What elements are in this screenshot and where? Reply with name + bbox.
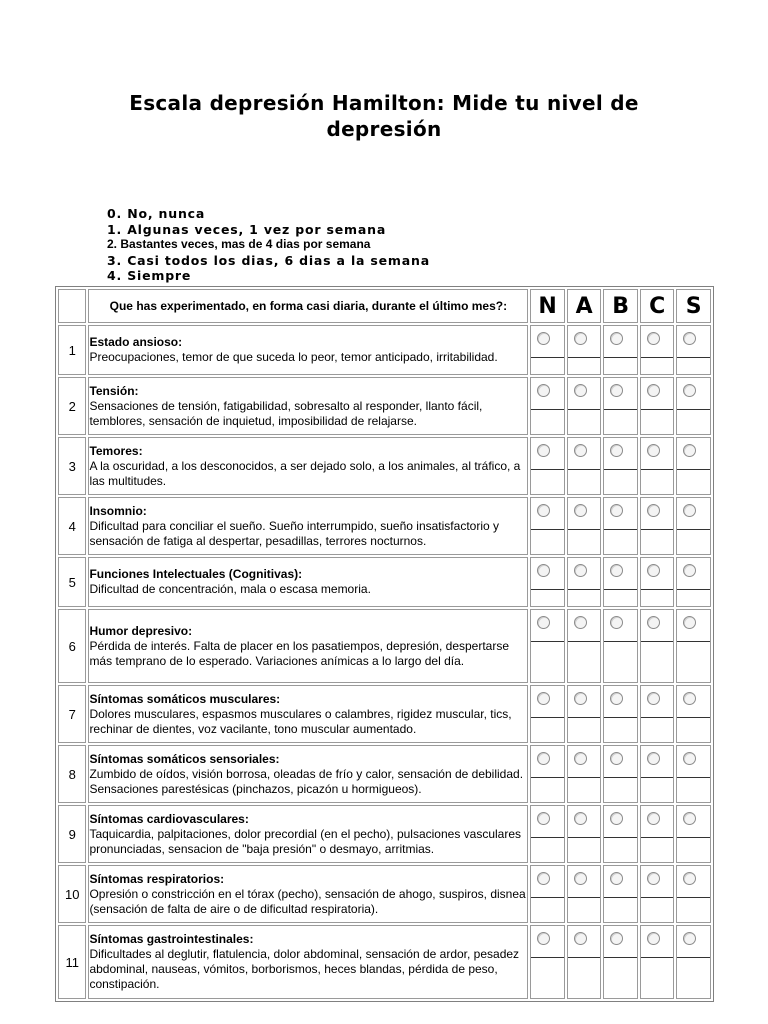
option-cell-b [603, 805, 638, 863]
radio-option-a[interactable] [574, 332, 587, 345]
option-cell-n [530, 609, 565, 683]
option-cell-c [640, 805, 675, 863]
column-header-a: A [567, 289, 602, 323]
cell-divider-line [677, 529, 710, 530]
row-number: 4 [58, 497, 86, 555]
legend-item-0: 0. No, nunca [107, 206, 206, 221]
symptom-title: Síntomas somáticos sensoriales: [89, 751, 280, 766]
radio-option-s[interactable] [683, 692, 696, 705]
option-cell-a [567, 745, 602, 803]
cell-divider-line [604, 469, 637, 470]
header-row [58, 289, 711, 323]
cell-divider-line [677, 897, 710, 898]
radio-option-a[interactable] [574, 384, 587, 397]
radio-option-a[interactable] [574, 752, 587, 765]
cell-divider-line [531, 777, 564, 778]
option-cell-a [567, 805, 602, 863]
option-cell-b [603, 685, 638, 743]
cell-divider-line [677, 837, 710, 838]
cell-divider-line [531, 409, 564, 410]
cell-divider-line [641, 717, 674, 718]
cell-divider-line [641, 641, 674, 642]
row-number: 10 [58, 865, 86, 923]
radio-option-b[interactable] [610, 812, 623, 825]
option-cell-b [603, 925, 638, 999]
cell-divider-line [641, 777, 674, 778]
option-cell-s [676, 325, 711, 375]
cell-divider-line [641, 357, 674, 358]
cell-divider-line [641, 837, 674, 838]
radio-option-a[interactable] [574, 444, 587, 457]
symptom-title: Humor depresivo: [89, 623, 193, 638]
column-header-s: S [676, 289, 711, 323]
option-cell-s [676, 865, 711, 923]
radio-option-n[interactable] [537, 564, 550, 577]
row-number: 7 [58, 685, 86, 743]
cell-divider-line [568, 837, 601, 838]
radio-option-b[interactable] [610, 932, 623, 945]
option-cell-b [603, 497, 638, 555]
option-cell-n [530, 377, 565, 435]
cell-divider-line [604, 641, 637, 642]
symptom-cell [88, 609, 528, 683]
table-row [58, 685, 711, 743]
option-cell-c [640, 925, 675, 999]
table-row [58, 557, 711, 607]
option-cell-s [676, 745, 711, 803]
symptom-description: Pérdida de interés. Falta de placer en los pasatiempos, depresión, despertarse más temprano de lo esperado. Variaciones anímicas a lo largo del día. [89, 638, 510, 668]
option-cell-n [530, 745, 565, 803]
legend-item-2: 2. Bastantes veces, mas de 4 dias por semana [107, 237, 371, 251]
radio-option-s[interactable] [683, 812, 696, 825]
cell-divider-line [568, 409, 601, 410]
option-cell-b [603, 377, 638, 435]
cell-divider-line [568, 529, 601, 530]
column-header-n: N [530, 289, 565, 323]
symptom-title: Temores: [89, 443, 143, 458]
cell-divider-line [604, 897, 637, 898]
cell-divider-line [641, 529, 674, 530]
radio-option-a[interactable] [574, 932, 587, 945]
row-number: 1 [58, 325, 86, 375]
radio-option-a[interactable] [574, 564, 587, 577]
option-cell-a [567, 437, 602, 495]
table-row [58, 377, 711, 435]
symptom-cell [88, 805, 528, 863]
option-cell-s [676, 805, 711, 863]
cell-divider-line [677, 777, 710, 778]
radio-option-c[interactable] [647, 332, 660, 345]
radio-option-b[interactable] [610, 872, 623, 885]
cell-divider-line [568, 717, 601, 718]
radio-option-n[interactable] [537, 616, 550, 629]
cell-divider-line [641, 897, 674, 898]
option-cell-a [567, 685, 602, 743]
table-row [58, 497, 711, 555]
column-header-b: B [603, 289, 638, 323]
radio-option-s[interactable] [683, 332, 696, 345]
radio-option-c[interactable] [647, 872, 660, 885]
radio-option-n[interactable] [537, 752, 550, 765]
cell-divider-line [604, 357, 637, 358]
question-header: Que has experimentado, en forma casi diaria, durante el último mes?: [88, 289, 528, 323]
radio-option-c[interactable] [647, 692, 660, 705]
column-header-c: C [640, 289, 675, 323]
symptom-description: Dificultad de concentración, mala o escasa memoria. [89, 582, 371, 596]
symptom-cell [88, 377, 528, 435]
radio-option-s[interactable] [683, 616, 696, 629]
table-row [58, 325, 711, 375]
row-number: 9 [58, 805, 86, 863]
legend-item-3: 3. Casi todos los dias, 6 dias a la semana [107, 252, 430, 268]
cell-divider-line [531, 717, 564, 718]
radio-option-n[interactable] [537, 872, 550, 885]
radio-option-b[interactable] [610, 444, 623, 457]
symptom-description: Dificultad para conciliar el sueño. Sueño interrumpido, sueño insatisfactorio y sensación de fatiga al despertar, pesadillas, terrores nocturnos. [89, 518, 499, 548]
cell-divider-line [677, 717, 710, 718]
radio-option-c[interactable] [647, 564, 660, 577]
symptom-description: Dolores musculares, espasmos musculares o calambres, rigidez muscular, tics, rechinar de dientes, voz vacilante, tono muscular aumentado. [89, 706, 512, 736]
symptom-description: Zumbido de oídos, visión borrosa, oleadas de frío y calor, sensación de debilidad. Sensaciones parestésicas (pinchazos, picazón u hormigueos). [89, 766, 524, 796]
table-row [58, 805, 711, 863]
cell-divider-line [531, 589, 564, 590]
radio-option-b[interactable] [610, 564, 623, 577]
radio-option-n[interactable] [537, 332, 550, 345]
symptom-cell [88, 437, 528, 495]
symptom-cell [88, 685, 528, 743]
cell-divider-line [568, 777, 601, 778]
option-cell-s [676, 377, 711, 435]
option-cell-n [530, 865, 565, 923]
cell-divider-line [604, 529, 637, 530]
radio-option-n[interactable] [537, 692, 550, 705]
legend-item-4: 4. Siempre [107, 268, 192, 283]
symptom-title: Estado ansioso: [89, 335, 183, 349]
option-cell-c [640, 745, 675, 803]
option-cell-b [603, 865, 638, 923]
header-blank-cell [58, 289, 86, 323]
table-row [58, 609, 711, 683]
symptom-title: Síntomas somáticos musculares: [89, 691, 281, 706]
symptom-cell [88, 325, 528, 375]
cell-divider-line [604, 777, 637, 778]
row-number: 5 [58, 557, 86, 607]
symptom-description: Opresión o constricción en el tórax (pecho), sensación de ahogo, suspiros, disnea (sensación de falta de aire o de dificultad respiratoria). [89, 886, 526, 916]
option-cell-a [567, 925, 602, 999]
radio-option-a[interactable] [574, 872, 587, 885]
cell-divider-line [604, 957, 637, 958]
cell-divider-line [531, 897, 564, 898]
option-cell-n [530, 325, 565, 375]
radio-option-n[interactable] [537, 444, 550, 457]
radio-option-a[interactable] [574, 812, 587, 825]
cell-divider-line [677, 469, 710, 470]
row-number: 2 [58, 377, 86, 435]
cell-divider-line [531, 641, 564, 642]
radio-option-a[interactable] [574, 616, 587, 629]
symptom-title: Funciones Intelectuales (Cognitivas): [89, 567, 303, 581]
option-cell-b [603, 437, 638, 495]
radio-option-s[interactable] [683, 752, 696, 765]
option-cell-a [567, 557, 602, 607]
symptom-description: A la oscuridad, a los desconocidos, a ser dejado solo, a los animales, al tráfico, a las multitudes. [89, 458, 521, 488]
symptom-description: Taquicardia, palpitaciones, dolor precordial (en el pecho), pulsaciones vasculares pronunciadas, sensacion de "baja presión" o desmayo, arritmias. [89, 826, 522, 856]
cell-divider-line [677, 641, 710, 642]
radio-option-b[interactable] [610, 504, 623, 517]
radio-option-c[interactable] [647, 504, 660, 517]
option-cell-n [530, 437, 565, 495]
radio-option-b[interactable] [610, 616, 623, 629]
cell-divider-line [677, 589, 710, 590]
option-cell-b [603, 557, 638, 607]
cell-divider-line [641, 409, 674, 410]
option-cell-b [603, 325, 638, 375]
cell-divider-line [568, 957, 601, 958]
cell-divider-line [604, 837, 637, 838]
row-number: 6 [58, 609, 86, 683]
cell-divider-line [568, 641, 601, 642]
option-cell-a [567, 609, 602, 683]
cell-divider-line [604, 717, 637, 718]
symptom-cell [88, 925, 528, 999]
radio-option-b[interactable] [610, 332, 623, 345]
option-cell-n [530, 805, 565, 863]
cell-divider-line [568, 589, 601, 590]
radio-option-s[interactable] [683, 504, 696, 517]
option-cell-b [603, 609, 638, 683]
radio-option-n[interactable] [537, 384, 550, 397]
radio-option-n[interactable] [537, 504, 550, 517]
option-cell-c [640, 865, 675, 923]
cell-divider-line [677, 409, 710, 410]
cell-divider-line [568, 897, 601, 898]
radio-option-n[interactable] [537, 932, 550, 945]
option-cell-n [530, 497, 565, 555]
option-cell-n [530, 925, 565, 999]
option-cell-c [640, 557, 675, 607]
symptom-description: Preocupaciones, temor de que suceda lo peor, temor anticipado, irritabilidad. [89, 350, 498, 364]
table-row [58, 745, 711, 803]
option-cell-a [567, 865, 602, 923]
radio-option-c[interactable] [647, 812, 660, 825]
symptom-title: Insomnio: [89, 503, 147, 518]
hamilton-scale-table [55, 286, 714, 1002]
option-cell-a [567, 377, 602, 435]
symptom-title: Síntomas respiratorios: [89, 871, 225, 886]
option-cell-a [567, 325, 602, 375]
table-row [58, 865, 711, 923]
option-cell-s [676, 609, 711, 683]
radio-option-s[interactable] [683, 872, 696, 885]
option-cell-c [640, 437, 675, 495]
radio-option-b[interactable] [610, 752, 623, 765]
symptom-cell [88, 497, 528, 555]
symptom-title: Tensión: [89, 383, 139, 398]
radio-option-a[interactable] [574, 504, 587, 517]
cell-divider-line [641, 957, 674, 958]
option-cell-c [640, 325, 675, 375]
option-cell-c [640, 377, 675, 435]
cell-divider-line [641, 589, 674, 590]
cell-divider-line [531, 469, 564, 470]
symptom-title: Síntomas cardiovasculares: [89, 811, 249, 826]
option-cell-n [530, 557, 565, 607]
option-cell-a [567, 497, 602, 555]
radio-option-c[interactable] [647, 384, 660, 397]
option-cell-c [640, 685, 675, 743]
answer-legend [107, 206, 430, 284]
symptom-title: Síntomas gastrointestinales: [89, 932, 254, 946]
cell-divider-line [677, 357, 710, 358]
cell-divider-line [641, 469, 674, 470]
radio-option-c[interactable] [647, 444, 660, 457]
row-number: 11 [58, 925, 86, 999]
radio-option-b[interactable] [610, 692, 623, 705]
symptom-cell [88, 865, 528, 923]
symptom-description: Dificultades al deglutir, flatulencia, dolor abdominal, sensación de ardor, pesadez abdominal, nauseas, vómitos, borborismos, heces blandas, pérdida de peso, constipación. [89, 947, 520, 991]
radio-option-b[interactable] [610, 384, 623, 397]
radio-option-s[interactable] [683, 444, 696, 457]
radio-option-s[interactable] [683, 932, 696, 945]
cell-divider-line [531, 957, 564, 958]
cell-divider-line [531, 837, 564, 838]
cell-divider-line [604, 409, 637, 410]
radio-option-a[interactable] [574, 692, 587, 705]
option-cell-b [603, 745, 638, 803]
table-row [58, 437, 711, 495]
cell-divider-line [531, 357, 564, 358]
option-cell-n [530, 685, 565, 743]
row-number: 3 [58, 437, 86, 495]
radio-option-c[interactable] [647, 752, 660, 765]
option-cell-s [676, 925, 711, 999]
option-cell-s [676, 557, 711, 607]
cell-divider-line [568, 357, 601, 358]
radio-option-s[interactable] [683, 384, 696, 397]
radio-option-s[interactable] [683, 564, 696, 577]
radio-option-n[interactable] [537, 812, 550, 825]
option-cell-s [676, 497, 711, 555]
symptom-description: Sensaciones de tensión, fatigabilidad, sobresalto al responder, llanto fácil, temblores, sensación de inquietud, imposibilidad de relajarse. [89, 398, 483, 428]
symptom-cell [88, 745, 528, 803]
cell-divider-line [604, 589, 637, 590]
cell-divider-line [531, 529, 564, 530]
radio-option-c[interactable] [647, 616, 660, 629]
option-cell-c [640, 497, 675, 555]
radio-option-c[interactable] [647, 932, 660, 945]
symptom-cell [88, 557, 528, 607]
page-title: Escala depresión Hamilton: Mide tu nivel de depresión [129, 91, 639, 141]
option-cell-c [640, 609, 675, 683]
option-cell-s [676, 437, 711, 495]
table-row [58, 925, 711, 999]
cell-divider-line [677, 957, 710, 958]
legend-item-1: 1. Algunas veces, 1 vez por semana [107, 221, 387, 237]
row-number: 8 [58, 745, 86, 803]
option-cell-s [676, 685, 711, 743]
cell-divider-line [568, 469, 601, 470]
